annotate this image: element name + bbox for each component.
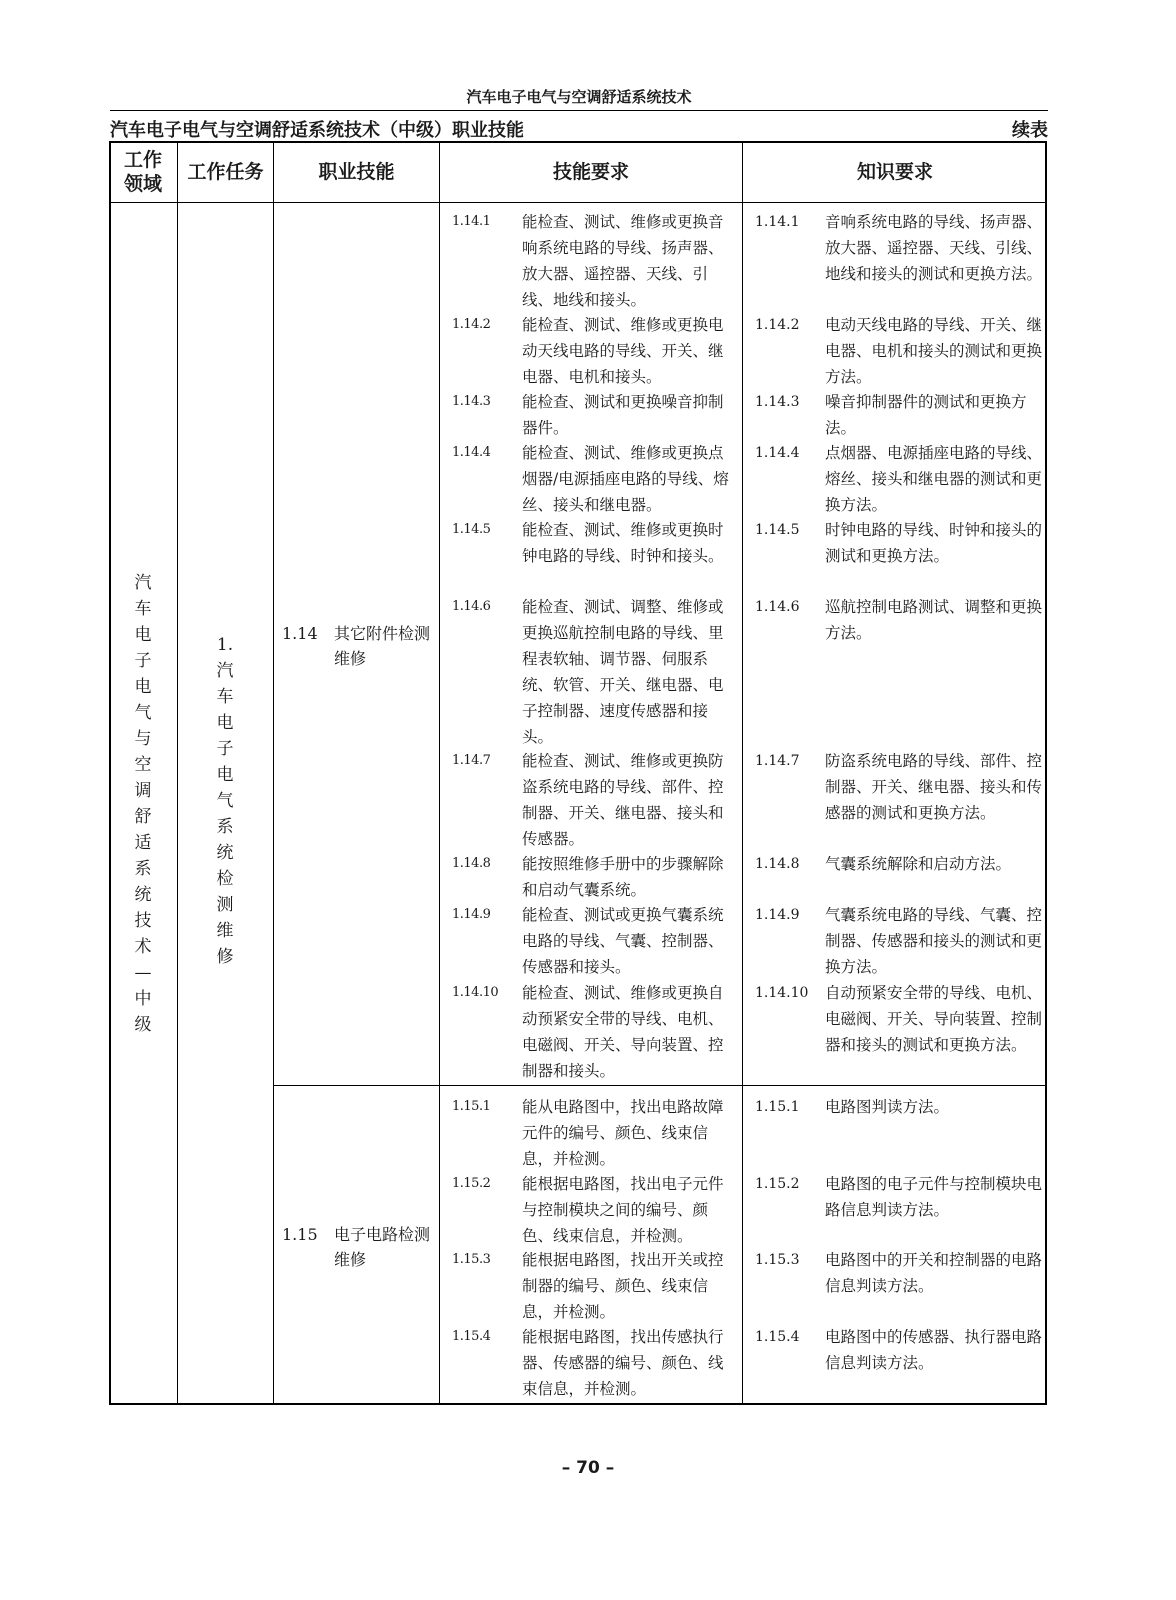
work-domain-cell: 汽车电子电气与空调舒适系统技术—中级 bbox=[134, 573, 152, 1035]
col-divider bbox=[273, 141, 274, 1405]
header-knowledge-req: 知识要求 bbox=[856, 161, 933, 183]
header-work-domain: 工作领域 bbox=[123, 149, 162, 195]
group-divider bbox=[273, 1085, 1047, 1086]
header-rule bbox=[110, 110, 1048, 111]
table-title-bar bbox=[110, 116, 1048, 140]
work-task-cell: 1.汽车电子电气系统检测维修 bbox=[216, 635, 234, 967]
header-divider bbox=[109, 202, 1047, 203]
header-skill-req: 技能要求 bbox=[552, 161, 629, 183]
skill-group-name: 其它附件检测维修 bbox=[334, 624, 431, 668]
col-divider bbox=[742, 141, 743, 1405]
continued-label: 续表 bbox=[1012, 120, 1048, 141]
table-title: 汽车电子电气与空调舒适系统技术（中级）职业技能 bbox=[110, 120, 524, 141]
col-divider bbox=[439, 141, 440, 1405]
page-number: – 70 – bbox=[561, 1458, 615, 1478]
skill-group-code: 1.14 bbox=[282, 624, 318, 643]
header-work-task: 工作任务 bbox=[187, 161, 264, 183]
header-skill: 职业技能 bbox=[318, 161, 395, 183]
running-head: 汽车电子电气与空调舒适系统技术 bbox=[466, 88, 692, 106]
skill-group-name: 电子电路检测维修 bbox=[334, 1225, 431, 1269]
col-divider bbox=[177, 141, 178, 1405]
skill-group-code: 1.15 bbox=[282, 1225, 318, 1244]
